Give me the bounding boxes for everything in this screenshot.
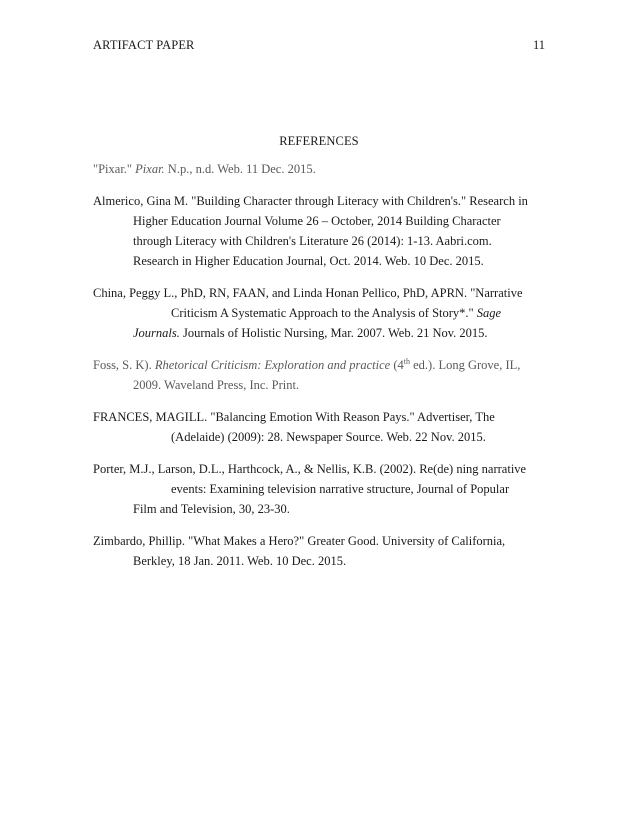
reference-line: Berkley, 18 Jan. 2011. Web. 10 Dec. 2015.: [133, 554, 347, 568]
reference-line: (Adelaide) (2009): 28. Newspaper Source. Web. 22 Nov. 2015.: [171, 430, 486, 444]
reference-entry-pixar: [93, 159, 553, 179]
reference-line: [93, 355, 553, 375]
reference-line: Porter, M.J., Larson, D.L., Harthcock, A., & Nellis, K.B. (2002). Re(de) ning narrative: [93, 462, 527, 476]
reference-text: Journals of Holistic Nursing, Mar. 2007. Web. 21 Nov. 2015.: [179, 326, 488, 340]
reference-line: 2009. Waveland Press, Inc. Print.: [133, 378, 300, 392]
reference-line: Zimbardo, Phillip. "What Makes a Hero?" Greater Good. University of California,: [93, 534, 506, 548]
references-list: [93, 159, 553, 583]
reference-text: "Pixar.": [93, 162, 136, 176]
reference-line: [93, 303, 553, 323]
reference-text: Foss, S. K).: [93, 358, 155, 372]
reference-text: N.p., n.d. Web. 11 Dec. 2015.: [164, 162, 316, 176]
reference-line: Film and Television, 30, 23-30.: [133, 502, 290, 516]
reference-entry-foss: [93, 355, 553, 395]
running-head: ARTIFACT PAPER: [93, 38, 195, 52]
references-heading: REFERENCES: [279, 134, 359, 148]
reference-text: ed.). Long Grove, IL,: [410, 358, 521, 372]
reference-entry-almerico: [93, 191, 553, 271]
reference-line: Research in Higher Education Journal, Oct. 2014. Web. 10 Dec. 2015.: [133, 254, 484, 268]
reference-entry-porter: [93, 459, 553, 519]
reference-title-italic: Pixar.: [135, 162, 165, 176]
reference-line: [93, 159, 553, 179]
reference-line: Almerico, Gina M. "Building Character through Literacy with Children's." Research in: [93, 194, 528, 208]
page-number: 11: [532, 38, 545, 52]
reference-line: events: Examining television narrative structure, Journal of Popular: [171, 482, 510, 496]
reference-entry-china: [93, 283, 553, 343]
reference-entry-frances: [93, 407, 553, 447]
reference-title-italic: Rhetorical Criticism: Exploration and practice: [154, 358, 391, 372]
superscript: th: [403, 356, 410, 366]
reference-line: [93, 323, 553, 343]
reference-title-italic: Journals.: [133, 326, 180, 340]
reference-text: Criticism A Systematic Approach to the Analysis of Story*.": [171, 306, 477, 320]
reference-line: FRANCES, MAGILL. "Balancing Emotion With Reason Pays." Advertiser, The: [93, 410, 495, 424]
reference-line: China, Peggy L., PhD, RN, FAAN, and Linda Honan Pellico, PhD, APRN. "Narrative: [93, 286, 523, 300]
reference-line: through Literacy with Children's Literature 26 (2014): 1-13. Aabri.com.: [133, 234, 492, 248]
reference-title-italic: Sage: [476, 306, 502, 320]
reference-entry-zimbardo: [93, 531, 553, 571]
reference-line: Higher Education Journal Volume 26 – October, 2014 Building Character: [133, 214, 501, 228]
reference-text: (4: [390, 358, 404, 372]
